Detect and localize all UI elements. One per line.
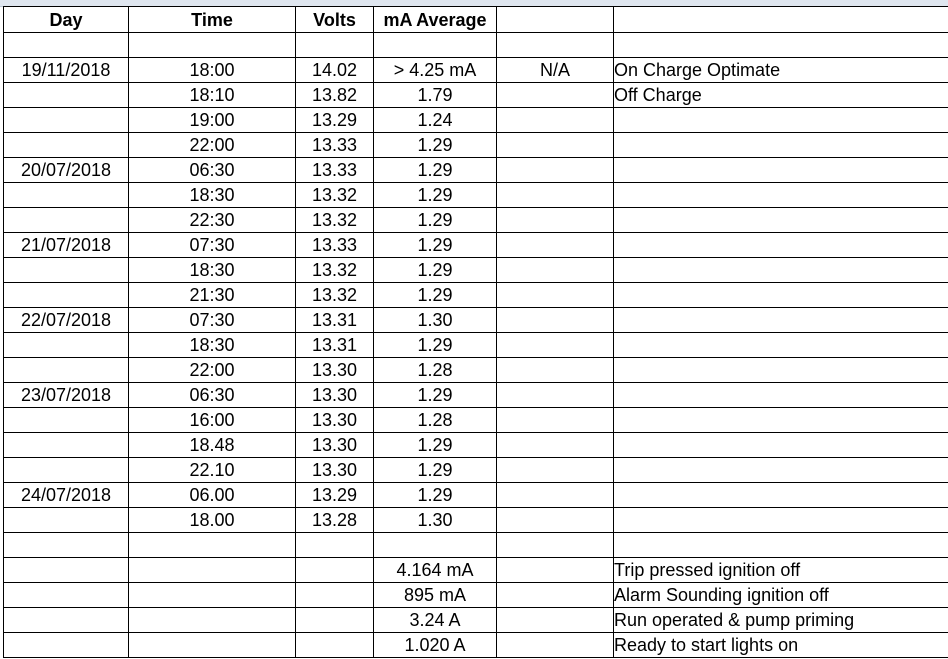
cell-day[interactable]: [4, 283, 129, 308]
cell-col5[interactable]: [497, 633, 614, 658]
cell-note[interactable]: Trip pressed ignition off: [614, 558, 948, 583]
cell-volts[interactable]: 13.32: [296, 283, 374, 308]
cell-time[interactable]: 18:00: [129, 58, 296, 83]
cell-volts[interactable]: [296, 533, 374, 558]
cell-col5[interactable]: [497, 158, 614, 183]
cell-day[interactable]: [4, 183, 129, 208]
cell-ma-average[interactable]: [374, 533, 497, 558]
cell-col5[interactable]: [497, 458, 614, 483]
cell-day[interactable]: [4, 258, 129, 283]
cell-ma-average[interactable]: 1.29: [374, 258, 497, 283]
cell-col5[interactable]: [497, 433, 614, 458]
battery-log-table: [3, 6, 948, 658]
cell-note[interactable]: Ready to start lights on: [614, 633, 948, 658]
cell-note[interactable]: On Charge Optimate: [614, 58, 948, 83]
cell-col5[interactable]: [497, 133, 614, 158]
cell-volts[interactable]: 13.30: [296, 358, 374, 383]
cell-volts[interactable]: 13.29: [296, 483, 374, 508]
cell-note[interactable]: [614, 108, 948, 133]
cell-time[interactable]: [129, 33, 296, 58]
table-row: [4, 383, 948, 408]
table-body: [4, 33, 948, 658]
table-row: [4, 133, 948, 158]
table-row: [4, 408, 948, 433]
header-row: [4, 7, 948, 33]
cell-day[interactable]: 24/07/2018: [4, 483, 129, 508]
cell-col5[interactable]: [497, 533, 614, 558]
cell-volts[interactable]: [296, 608, 374, 633]
cell-note[interactable]: [614, 208, 948, 233]
cell-day[interactable]: [4, 458, 129, 483]
cell-time[interactable]: [129, 533, 296, 558]
cell-day[interactable]: [4, 633, 129, 658]
cell-col5[interactable]: [497, 608, 614, 633]
cell-ma-average[interactable]: 895 mA: [374, 583, 497, 608]
cell-col5[interactable]: [497, 308, 614, 333]
cell-volts[interactable]: 14.02: [296, 58, 374, 83]
cell-ma-average[interactable]: 4.164 mA: [374, 558, 497, 583]
cell-col5[interactable]: [497, 358, 614, 383]
cell-col5[interactable]: [497, 333, 614, 358]
header-ma-average[interactable]: mA Average: [374, 7, 497, 33]
cell-volts[interactable]: 13.31: [296, 333, 374, 358]
cell-volts[interactable]: 13.30: [296, 458, 374, 483]
cell-note[interactable]: Off Charge: [614, 83, 948, 108]
cell-col5[interactable]: [497, 408, 614, 433]
table-row: [4, 433, 948, 458]
cell-ma-average[interactable]: 1.29: [374, 383, 497, 408]
table-row: [4, 533, 948, 558]
cell-volts[interactable]: [296, 558, 374, 583]
cell-note[interactable]: [614, 133, 948, 158]
cell-time[interactable]: 18:30: [129, 258, 296, 283]
cell-note[interactable]: [614, 308, 948, 333]
cell-note[interactable]: [614, 283, 948, 308]
cell-day[interactable]: [4, 533, 129, 558]
cell-time[interactable]: 07:30: [129, 233, 296, 258]
cell-ma-average[interactable]: 1.29: [374, 208, 497, 233]
table-row: [4, 33, 948, 58]
header-col6[interactable]: [614, 7, 948, 33]
cell-ma-average[interactable]: 3.24 A: [374, 608, 497, 633]
cell-ma-average[interactable]: 1.29: [374, 283, 497, 308]
table-row: [4, 508, 948, 533]
cell-ma-average[interactable]: 1.29: [374, 158, 497, 183]
cell-ma-average[interactable]: 1.29: [374, 483, 497, 508]
cell-volts[interactable]: 13.33: [296, 158, 374, 183]
cell-col5[interactable]: [497, 233, 614, 258]
cell-volts[interactable]: [296, 633, 374, 658]
cell-note[interactable]: [614, 508, 948, 533]
cell-volts[interactable]: 13.31: [296, 308, 374, 333]
cell-day[interactable]: 22/07/2018: [4, 308, 129, 333]
cell-ma-average[interactable]: 1.29: [374, 433, 497, 458]
cell-col5[interactable]: [497, 508, 614, 533]
cell-time[interactable]: 22:30: [129, 208, 296, 233]
cell-day[interactable]: [4, 333, 129, 358]
cell-time[interactable]: 06.00: [129, 483, 296, 508]
header-day[interactable]: Day: [4, 7, 129, 33]
cell-volts[interactable]: 13.32: [296, 208, 374, 233]
cell-note[interactable]: [614, 333, 948, 358]
cell-time[interactable]: [129, 633, 296, 658]
cell-time[interactable]: 22:00: [129, 358, 296, 383]
table-row: [4, 633, 948, 658]
cell-note[interactable]: [614, 158, 948, 183]
cell-time[interactable]: 06:30: [129, 158, 296, 183]
cell-day[interactable]: 21/07/2018: [4, 233, 129, 258]
table-row: [4, 558, 948, 583]
cell-ma-average[interactable]: 1.24: [374, 108, 497, 133]
cell-note[interactable]: Alarm Sounding ignition off: [614, 583, 948, 608]
cell-day[interactable]: 19/11/2018: [4, 58, 129, 83]
cell-volts[interactable]: 13.82: [296, 83, 374, 108]
cell-ma-average[interactable]: 1.29: [374, 133, 497, 158]
cell-day[interactable]: [4, 558, 129, 583]
cell-time[interactable]: [129, 583, 296, 608]
cell-time[interactable]: 18.00: [129, 508, 296, 533]
table-row: [4, 358, 948, 383]
cell-ma-average[interactable]: 1.28: [374, 358, 497, 383]
cell-ma-average[interactable]: 1.29: [374, 458, 497, 483]
table-row: [4, 308, 948, 333]
cell-volts[interactable]: 13.28: [296, 508, 374, 533]
cell-col5[interactable]: [497, 33, 614, 58]
cell-time[interactable]: 06:30: [129, 383, 296, 408]
cell-time[interactable]: 19:00: [129, 108, 296, 133]
table-row: [4, 108, 948, 133]
header-time[interactable]: Time: [129, 7, 296, 33]
cell-time[interactable]: 22:00: [129, 133, 296, 158]
cell-ma-average[interactable]: [374, 33, 497, 58]
table-row: [4, 483, 948, 508]
table-row: [4, 258, 948, 283]
cell-note[interactable]: [614, 233, 948, 258]
cell-time[interactable]: 18:30: [129, 183, 296, 208]
cell-col5[interactable]: N/A: [497, 58, 614, 83]
cell-note[interactable]: [614, 483, 948, 508]
cell-ma-average[interactable]: 1.28: [374, 408, 497, 433]
cell-time[interactable]: [129, 608, 296, 633]
cell-col5[interactable]: [497, 283, 614, 308]
table-row: [4, 583, 948, 608]
cell-day[interactable]: [4, 608, 129, 633]
cell-day[interactable]: [4, 33, 129, 58]
cell-volts[interactable]: [296, 33, 374, 58]
cell-col5[interactable]: [497, 208, 614, 233]
cell-time[interactable]: 18:30: [129, 333, 296, 358]
cell-ma-average[interactable]: 1.79: [374, 83, 497, 108]
cell-time[interactable]: 18.48: [129, 433, 296, 458]
cell-col5[interactable]: [497, 83, 614, 108]
cell-ma-average[interactable]: > 4.25 mA: [374, 58, 497, 83]
cell-col5[interactable]: [497, 108, 614, 133]
cell-time[interactable]: 16:00: [129, 408, 296, 433]
cell-ma-average[interactable]: 1.020 A: [374, 633, 497, 658]
cell-day[interactable]: [4, 408, 129, 433]
cell-note[interactable]: [614, 433, 948, 458]
table-row: [4, 58, 948, 83]
cell-volts[interactable]: 13.30: [296, 383, 374, 408]
cell-ma-average[interactable]: 1.30: [374, 308, 497, 333]
cell-volts[interactable]: 13.30: [296, 433, 374, 458]
cell-day[interactable]: [4, 133, 129, 158]
cell-day[interactable]: [4, 583, 129, 608]
table-row: [4, 283, 948, 308]
cell-col5[interactable]: [497, 558, 614, 583]
cell-note[interactable]: [614, 183, 948, 208]
cell-day[interactable]: 20/07/2018: [4, 158, 129, 183]
table-row: [4, 608, 948, 633]
cell-col5[interactable]: [497, 183, 614, 208]
cell-col5[interactable]: [497, 383, 614, 408]
header-col5[interactable]: [497, 7, 614, 33]
cell-time[interactable]: 07:30: [129, 308, 296, 333]
table-row: [4, 183, 948, 208]
cell-time[interactable]: 18:10: [129, 83, 296, 108]
table-row: [4, 233, 948, 258]
table-row: [4, 158, 948, 183]
cell-volts[interactable]: 13.32: [296, 258, 374, 283]
cell-day[interactable]: [4, 358, 129, 383]
cell-day[interactable]: [4, 208, 129, 233]
cell-volts[interactable]: 13.32: [296, 183, 374, 208]
cell-day[interactable]: 23/07/2018: [4, 383, 129, 408]
cell-note[interactable]: Run operated & pump priming: [614, 608, 948, 633]
cell-day[interactable]: [4, 508, 129, 533]
cell-col5[interactable]: [497, 483, 614, 508]
cell-ma-average[interactable]: 1.29: [374, 183, 497, 208]
table-row: [4, 333, 948, 358]
cell-volts[interactable]: 13.29: [296, 108, 374, 133]
cell-ma-average[interactable]: 1.29: [374, 333, 497, 358]
cell-day[interactable]: [4, 108, 129, 133]
cell-day[interactable]: [4, 433, 129, 458]
cell-ma-average[interactable]: 1.30: [374, 508, 497, 533]
cell-note[interactable]: [614, 383, 948, 408]
cell-day[interactable]: [4, 83, 129, 108]
cell-volts[interactable]: 13.33: [296, 233, 374, 258]
cell-ma-average[interactable]: 1.29: [374, 233, 497, 258]
cell-note[interactable]: [614, 258, 948, 283]
cell-volts[interactable]: 13.30: [296, 408, 374, 433]
table-row: [4, 458, 948, 483]
table-row: [4, 83, 948, 108]
cell-col5[interactable]: [497, 583, 614, 608]
header-volts[interactable]: Volts: [296, 7, 374, 33]
cell-volts[interactable]: [296, 583, 374, 608]
cell-note[interactable]: [614, 458, 948, 483]
cell-note[interactable]: [614, 408, 948, 433]
table-row: [4, 208, 948, 233]
cell-note[interactable]: [614, 533, 948, 558]
cell-volts[interactable]: 13.33: [296, 133, 374, 158]
cell-time[interactable]: [129, 558, 296, 583]
cell-note[interactable]: [614, 33, 948, 58]
cell-time[interactable]: 21:30: [129, 283, 296, 308]
cell-time[interactable]: 22.10: [129, 458, 296, 483]
cell-note[interactable]: [614, 358, 948, 383]
cell-col5[interactable]: [497, 258, 614, 283]
